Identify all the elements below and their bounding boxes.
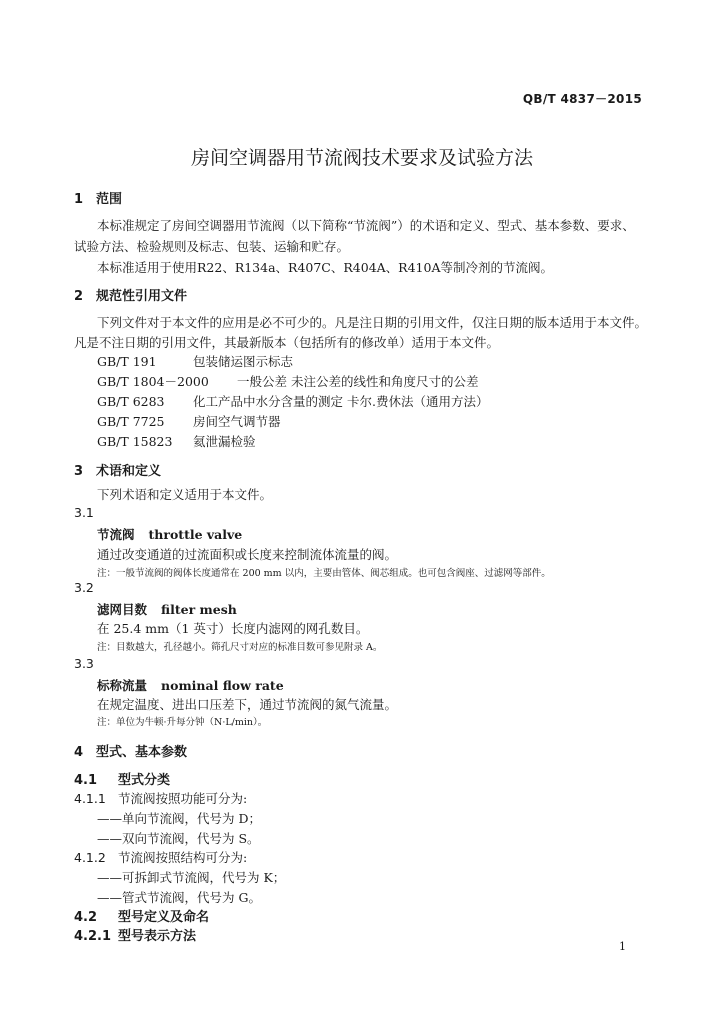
clause-number: 3.2 xyxy=(74,580,94,595)
subsection-4-1-heading xyxy=(74,769,170,788)
standard-number: QB/T 4837－2015 xyxy=(522,92,642,106)
reference-item xyxy=(97,392,488,410)
term-zh: 标称流量 xyxy=(97,678,148,693)
reference-item xyxy=(97,352,293,370)
term-note: 注：一般节流阀的阀体长度通常在 200 mm 以内，主要由管体、阀芯组成。也可包含阀座、过滤网等部件。 xyxy=(97,568,551,579)
reference-item xyxy=(97,412,281,430)
section-1-title: 范围 xyxy=(96,192,123,207)
subsection-4-2-heading xyxy=(74,906,209,925)
reference-code: GB/T 6283 xyxy=(97,394,165,409)
clause-4-1-2 xyxy=(74,848,247,866)
section-1-para2: 本标准适用于使用R22、R134a、R407C、R404A、R410A等制冷剂的节流阀。 xyxy=(97,260,553,275)
section-3-heading xyxy=(74,460,161,479)
section-2-title: 规范性引用文件 xyxy=(96,289,188,304)
clause-number: 4.1.2 xyxy=(74,850,106,865)
subsection-title: 型号定义及命名 xyxy=(118,910,210,925)
reference-title: 房间空气调节器 xyxy=(193,414,281,429)
reference-item xyxy=(97,372,478,390)
clause-number: 4.1.1 xyxy=(74,791,106,806)
list-item: ——单向节流阀，代号为 D； xyxy=(97,811,261,826)
section-2-heading xyxy=(74,285,187,304)
section-3-title: 术语和定义 xyxy=(96,464,162,479)
term-zh: 滤网目数 xyxy=(97,602,148,617)
subsection-4-2-1-heading xyxy=(74,925,196,944)
section-2-intro-line2: 凡是不注日期的引用文件，其最新版本（包括所有的修改单）适用于本文件。 xyxy=(74,335,500,350)
term-en: nominal flow rate xyxy=(161,678,284,693)
clause-number: 3.1 xyxy=(74,505,94,520)
term-heading xyxy=(97,676,284,694)
subsection-number: 4.1 xyxy=(74,773,98,788)
reference-code: GB/T 7725 xyxy=(97,414,165,429)
reference-code: GB/T 1804－2000 xyxy=(97,374,209,389)
section-2-intro-line1: 下列文件对于本文件的应用是必不可少的。凡是注日期的引用文件，仅注日期的版本适用于本文件。 xyxy=(97,315,648,330)
subsection-number: 4.2 xyxy=(74,910,98,925)
clause-4-1-1 xyxy=(74,789,247,807)
reference-title: 氦泄漏检验 xyxy=(193,434,256,449)
section-1-para1-line1: 本标准规定了房间空调器用节流阀（以下简称“节流阀”）的术语和定义、型式、基本参数、要求、 xyxy=(97,218,635,233)
term-en: filter mesh xyxy=(161,602,237,617)
reference-title: 化工产品中水分含量的测定 卡尔.费休法（通用方法） xyxy=(193,394,489,409)
term-heading xyxy=(97,600,237,618)
term-zh: 节流阀 xyxy=(97,527,135,542)
list-item: ——可拆卸式节流阀，代号为 K； xyxy=(97,870,286,885)
section-1-number: 1 xyxy=(74,192,84,207)
term-definition: 在规定温度、进出口压差下，通过节流阀的氮气流量。 xyxy=(97,697,398,712)
term-definition: 在 25.4 mm（1 英寸）长度内滤网的网孔数目。 xyxy=(97,621,369,636)
clause-text: 节流阀按照结构可分为: xyxy=(118,850,248,865)
term-note: 注：目数越大，孔径越小。筛孔尺寸对应的标准目数可参见附录 A。 xyxy=(97,642,383,653)
section-3-intro: 下列术语和定义适用于本文件。 xyxy=(97,487,273,502)
reference-item xyxy=(97,432,256,450)
reference-code: GB/T 15823 xyxy=(97,434,173,449)
document-title: 房间空调器用节流阀技术要求及试验方法 xyxy=(190,147,533,169)
page-number: 1 xyxy=(619,940,626,953)
section-1-para1-line2: 试验方法、检验规则及标志、包装、运输和贮存。 xyxy=(74,239,350,254)
term-definition: 通过改变通道的过流面积或长度来控制流体流量的阀。 xyxy=(97,547,398,562)
section-1-heading xyxy=(74,188,122,207)
clause-text: 节流阀按照功能可分为: xyxy=(118,791,248,806)
section-3-number: 3 xyxy=(74,464,84,479)
section-2-number: 2 xyxy=(74,289,84,304)
clause-number: 3.3 xyxy=(74,656,94,671)
term-heading xyxy=(97,525,242,543)
reference-code: GB/T 191 xyxy=(97,354,157,369)
section-4-number: 4 xyxy=(74,745,84,760)
term-en: throttle valve xyxy=(148,527,243,542)
reference-title: 包装储运图示标志 xyxy=(193,354,294,369)
list-item: ——双向节流阀，代号为 S。 xyxy=(97,831,260,846)
section-4-heading xyxy=(74,741,187,760)
term-note: 注：单位为牛顿·升每分钟（N·L/min）。 xyxy=(97,717,268,728)
subsection-title: 型式分类 xyxy=(118,773,171,788)
reference-title: 一般公差 未注公差的线性和角度尺寸的公差 xyxy=(237,374,479,389)
subsection-title: 型号表示方法 xyxy=(118,929,197,944)
section-4-title: 型式、基本参数 xyxy=(96,745,188,760)
list-item: ——管式节流阀，代号为 G。 xyxy=(97,890,261,905)
subsection-number: 4.2.1 xyxy=(74,929,112,944)
